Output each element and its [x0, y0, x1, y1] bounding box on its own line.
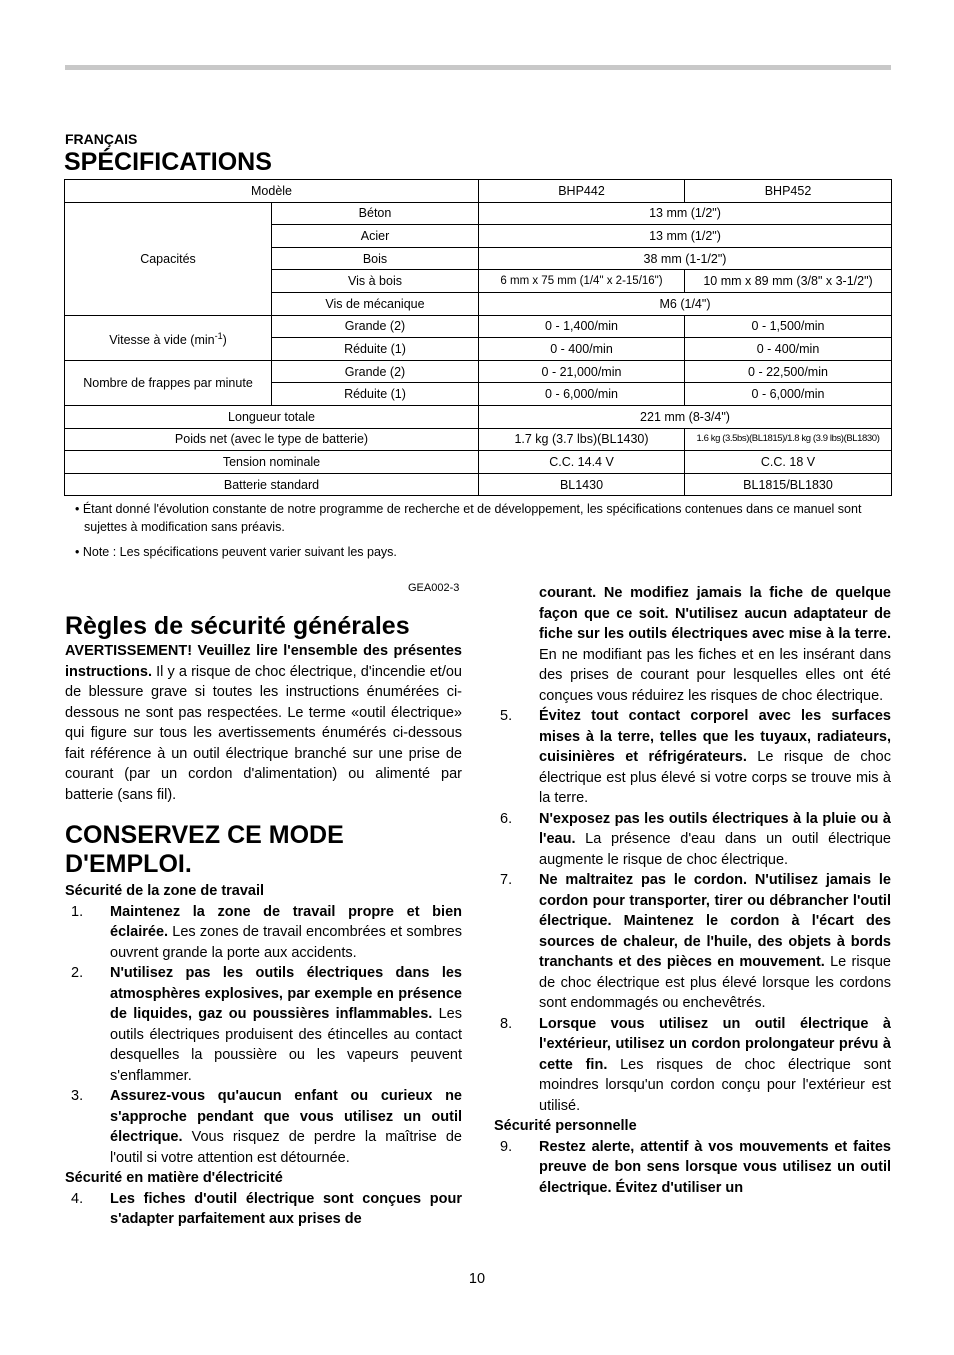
weight-b: 1.6 kg (3.5bs)(BL1815)/1.8 kg (3.9 lbs)(BL1830) [685, 428, 892, 451]
battery-b: BL1815/BL1830 [685, 473, 892, 496]
length-value: 221 mm (8-3/4") [479, 405, 892, 428]
table-row [65, 405, 892, 428]
list-item: 4. Les fiches d'outil électrique sont conçues pour s'adapter parfaitement aux prises de [71, 1190, 462, 1227]
cell-label: Grande (2) [272, 315, 479, 338]
table-row [65, 428, 892, 451]
subheading-personal: Sécurité personnelle [494, 1118, 637, 1134]
cell-value-a: 0 - 400/min [479, 338, 685, 361]
list-item: 3. Assurez-vous qu'aucun enfant ou curieux ne s'approche pendant que vous utilisez un outil électrique. Vous risquez de perdre la maîtrise de l'outil si votre attention est détournée. [71, 1088, 462, 1166]
voltage-b: C.C. 18 V [685, 451, 892, 474]
speed-label: Vitesse à vide $(\min^{-1})$ [65, 315, 272, 360]
subheading-electrical: Sécurité en matière d'électricité [65, 1170, 283, 1186]
list-item: 8. Lorsque vous utilisez un outil électrique à l'extérieur, utilisez un cordon prolongateur prévu à cette fin. Les risques de choc électrique sont moindres lorsqu'un cordon conçu pour l'extérieur est utilisé. [500, 1015, 891, 1114]
cell-label: Vis de mécanique [272, 292, 479, 315]
right-column [494, 583, 891, 1198]
cell-label: Bois [272, 247, 479, 270]
list-item: 6. N'exposez pas les outils électriques à la pluie ou à l'eau. La présence d'eau dans un outil électrique augmente le risque de choc électrique. [500, 810, 891, 868]
note-item: • Étant donné l'évolution constante de notre programme de recherche et de développement, les spécifications contenues dans ce manuel sont sujettes à modification sans préavis. [75, 502, 862, 534]
weight-label: Poids net (avec le type de batterie) [65, 428, 479, 451]
list-item: 5. Évitez tout contact corporel avec les surfaces mises à la terre, telles que les tuyaux, radiateurs, cuisinières et réfrigérateurs. Le risque de choc électrique est plus élevé si votre corps se trouve mis à la terre. [500, 708, 891, 806]
reference-code: GEA002-3 [408, 582, 460, 594]
list-item: 1. Maintenez la zone de travail propre et bien éclairée. Les zones de travail encombrées et sombres ouvrent grande la porte aux accidents. [71, 903, 462, 961]
cell-value: 13 mm (1/2") [479, 225, 892, 248]
model-a: BHP442 [479, 180, 685, 203]
subheading-work-area: Sécurité de la zone de travail [65, 883, 265, 899]
blows-label: Nombre de frappes par minute [65, 360, 272, 405]
page-number: 10 [468, 1271, 486, 1287]
specifications-table [64, 179, 892, 496]
table-row [65, 315, 892, 338]
capacities-label: Capacités [65, 202, 272, 315]
cell-value-b: 0 - 400/min [685, 338, 892, 361]
cell-value: 13 mm (1/2") [479, 202, 892, 225]
table-row [65, 202, 892, 225]
warning-paragraph: AVERTISSEMENT! Veuillez lire l'ensemble des présentes instructions. Il y a risque de choc électrique, d'incendie et/ou de blessure grave si toutes les instructions énumérées ci-dessous ne sont pas respectées. Le terme «outil électrique» qui figure sur tous les avertissements énumérés ci-dessous fait référence à un outil électrique branché sur une prise de courant (par un cordon d'alimentation) ou alimenté par batterie (sans fil). [65, 643, 462, 803]
cell-label: Réduite (1) [272, 338, 479, 361]
cell-value-a: 0 - 21,000/min [479, 360, 685, 383]
weight-a: 1.7 kg (3.7 lbs)(BL1430) [479, 428, 685, 451]
section-heading-keep: CONSERVEZ CE MODE D'EMPLOI. [65, 821, 344, 878]
list-item-continued: courant. Ne modifiez jamais la fiche de quelque façon que ce soit. N'utilisez aucun adaptateur de fiche sur les outils électriques avec mise à la terre. En ne modifiant pas les fiches et en les insérant dans des prises de courant pour lesquelles elles ont été conçues vous réduirez les risques de choc électrique. [539, 585, 891, 704]
table-row [65, 360, 892, 383]
list-item: 2. N'utilisez pas les outils électriques dans les atmosphères explosives, par exemple en présence de liquides, gaz ou poussières inflammables. Les outils électriques produisent des étincelles au contact desquelles la poussière ou les vapeurs peuvent s'enflammer. [71, 965, 462, 1084]
cell-value: 38 mm (1-1/2") [479, 247, 892, 270]
cell-value-b: 0 - 22,500/min [685, 360, 892, 383]
cell-value: M6 (1/4") [479, 292, 892, 315]
cell-value-b: 0 - 6,000/min [685, 383, 892, 406]
table-row [65, 473, 892, 496]
cell-value-b: 0 - 1,500/min [685, 315, 892, 338]
cell-label: Réduite (1) [272, 383, 479, 406]
list-item: 7. Ne maltraitez pas le cordon. N'utilisez jamais le cordon pour transporter, tirer ou débrancher l'outil électrique. Maintenez le cordon à l'écart des sources de chaleur, de l'huile, des objets à bords tranchants et des pièces en mouvement. Le risque de choc électrique est plus élevé lorsque les cordons sont endommagés ou enchevêtrés. [500, 872, 891, 1011]
language-label: FRANÇAIS [65, 131, 138, 147]
cell-value-b: 10 mm x 89 mm (3/8" x 3-1/2") [685, 270, 892, 293]
model-b: BHP452 [685, 180, 892, 203]
cell-value-a: 0 - 6,000/min [479, 383, 685, 406]
cell-label: Vis à bois [272, 270, 479, 293]
section-heading-rules: Règles de sécurité générales [65, 612, 410, 640]
voltage-label: Tension nominale [65, 451, 479, 474]
note-item: • Note : Les spécifications peuvent varier suivant les pays. [75, 545, 397, 559]
cell-value-a: 0 - 1,400/min [479, 315, 685, 338]
list-item: 9. Restez alerte, attentif à vos mouvements et faites preuve de bon sens lorsque vous utilisez un outil électrique. Évitez d'utiliser un [500, 1138, 891, 1196]
battery-a: BL1430 [479, 473, 685, 496]
page-title: SPÉCIFICATIONS [64, 148, 272, 176]
header-rule [65, 65, 891, 70]
table-row [65, 451, 892, 474]
length-label: Longueur totale [65, 405, 479, 428]
left-column [65, 612, 462, 1230]
voltage-a: C.C. 14.4 V [479, 451, 685, 474]
table-row [65, 180, 892, 203]
cell-value-a: 6 mm x 75 mm (1/4" x 2-15/16") [479, 270, 685, 293]
cell-label: Acier [272, 225, 479, 248]
model-label: Modèle [65, 180, 479, 203]
spec-notes [75, 500, 875, 568]
cell-label: Béton [272, 202, 479, 225]
cell-label: Grande (2) [272, 360, 479, 383]
battery-label: Batterie standard [65, 473, 479, 496]
